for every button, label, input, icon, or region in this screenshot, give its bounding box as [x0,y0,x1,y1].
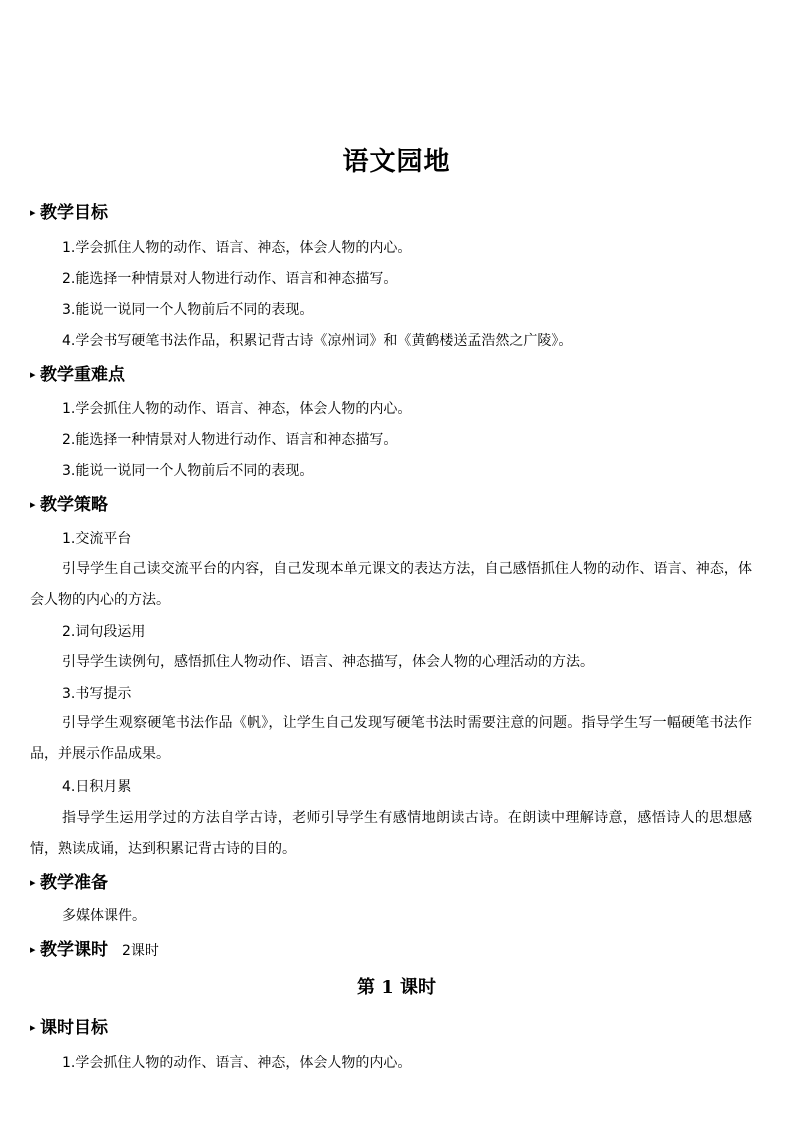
lesson-1-title: 第 1 课时 [356,977,437,998]
heading-lesson-goals [30,1015,108,1041]
triangle-bullet-icon: ▸ [30,498,36,511]
triangle-bullet-icon: ▸ [30,368,36,381]
goal-item-1: 1.学会抓住人物的动作、语言、神态，体会人物的内心。 [62,240,412,256]
heading-text: 教学课时 [40,940,108,960]
strategy-text-4: 指导学生运用学过的方法自学古诗，老师引导学生有感情地朗读古诗。在朗读中理解诗意，感悟诗人的思想感情，熟读成诵，达到积累记背古诗的目的。 [30,810,752,857]
heading-teaching-strategy [30,492,108,518]
triangle-bullet-icon: ▸ [30,876,36,889]
heading-text: 教学重难点 [40,365,125,385]
teaching-hours-value: 2课时 [122,943,159,959]
heading-teaching-preparation [30,870,108,896]
strategy-text-1: 引导学生自己读交流平台的内容，自己发现本单元课文的表达方法，自己感悟抓住人物的动作、语言、神态，体会人物的内心的方法。 [30,561,752,608]
strategy-text-3: 引导学生观察硬笔书法作品《帆》，让学生自己发现写硬笔书法时需要注意的问题。指导学生写一幅硬笔书法作品，并展示作品成果。 [30,715,752,762]
strategy-label-2: 2.词句段运用 [62,624,146,640]
key-point-item-1: 1.学会抓住人物的动作、语言、神态，体会人物的内心。 [62,401,412,417]
heading-key-points [30,362,125,388]
strategy-label-4: 4.日积月累 [62,779,132,795]
heading-text: 教学策略 [40,495,108,515]
triangle-bullet-icon: ▸ [30,1021,36,1034]
triangle-bullet-icon: ▸ [30,206,36,219]
goal-item-4: 4.学会书写硬笔书法作品，积累记背古诗《凉州词》和《黄鹤楼送孟浩然之广陵》。 [62,333,573,349]
triangle-bullet-icon: ▸ [30,943,36,956]
key-point-item-2: 2.能选择一种情景对人物进行动作、语言和神态描写。 [62,432,398,448]
goal-item-2: 2.能选择一种情景对人物进行动作、语言和神态描写。 [62,271,398,287]
strategy-label-1: 1.交流平台 [62,531,132,547]
key-point-item-3: 3.能说一说同一个人物前后不同的表现。 [62,463,314,479]
preparation-text: 多媒体课件。 [62,908,146,924]
lesson-goal-item-1: 1.学会抓住人物的动作、语言、神态，体会人物的内心。 [62,1055,412,1071]
heading-text: 教学目标 [40,203,108,223]
page-title: 语文园地 [342,147,451,177]
strategy-label-3: 3.书写提示 [62,686,132,702]
heading-text: 教学准备 [40,873,108,893]
heading-teaching-hours [30,937,159,964]
strategy-text-2: 引导学生读例句，感悟抓住人物动作、语言、神态描写，体会人物的心理活动的方法。 [62,654,594,670]
heading-teaching-goals [30,200,108,226]
goal-item-3: 3.能说一说同一个人物前后不同的表现。 [62,302,314,318]
heading-text: 课时目标 [40,1018,108,1038]
